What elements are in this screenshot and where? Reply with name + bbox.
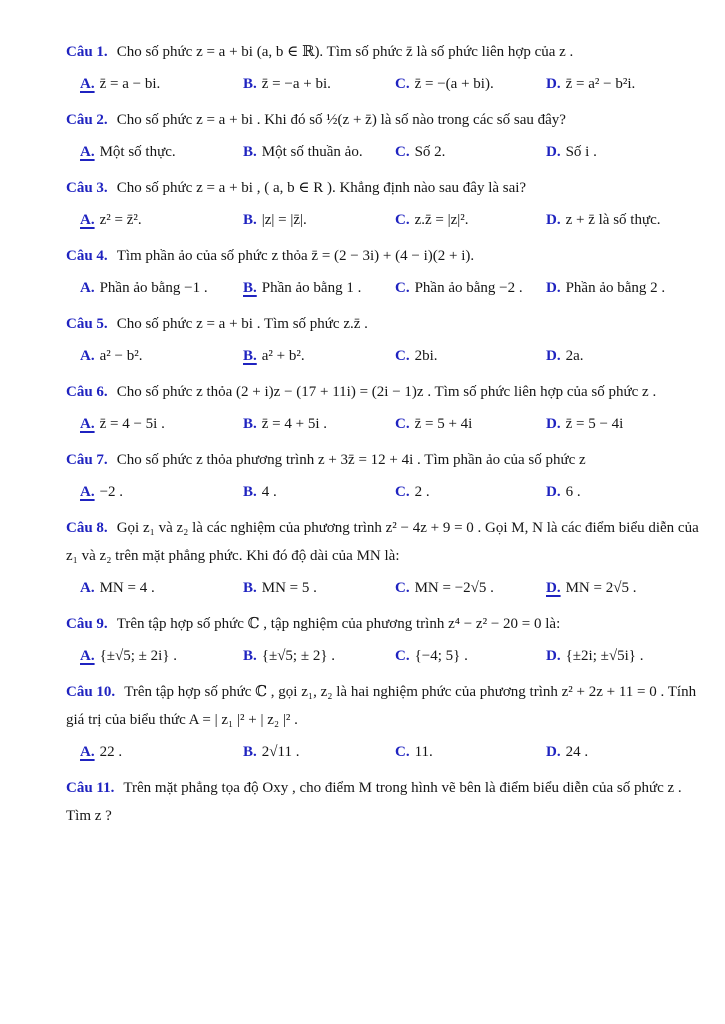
answer-letter: A. bbox=[80, 348, 95, 364]
question-paragraph bbox=[66, 38, 701, 66]
answer-letter: C. bbox=[395, 416, 410, 432]
answer-letter: D. bbox=[546, 648, 561, 664]
answer-text: z² = z̄². bbox=[99, 212, 142, 228]
answer-letter: A. bbox=[80, 144, 95, 160]
answer-cell bbox=[243, 137, 395, 167]
question-label: Câu 11. bbox=[66, 780, 115, 796]
question-block bbox=[66, 610, 701, 671]
answer-text: Phần ảo bằng −1 . bbox=[99, 280, 208, 296]
answer-letter: D. bbox=[546, 280, 561, 296]
question-text: Cho số phức z = a + bi (a, b ∈ ℝ). Tìm số phức z̄ là số phức liên hợp của z . bbox=[116, 44, 574, 60]
answer-text: |z| = |z̄|. bbox=[261, 212, 307, 228]
question-paragraph bbox=[66, 514, 701, 570]
answer-letter: C. bbox=[395, 144, 410, 160]
answer-cell bbox=[80, 205, 243, 235]
answer-letter: B. bbox=[243, 416, 257, 432]
answer-text: MN = 2√5 . bbox=[565, 580, 637, 596]
answer-letter: D. bbox=[546, 744, 561, 760]
question-text: Cho số phức z = a + bi . Tìm số phức z.z̄ . bbox=[116, 316, 368, 332]
question-text: Cho số phức z thỏa (2 + i)z − (17 + 11i) = (2i − 1)z . Tìm số phức liên hợp của số phức z . bbox=[116, 384, 657, 400]
answer-cell bbox=[546, 137, 701, 167]
question-label: Câu 8. bbox=[66, 520, 108, 536]
question-paragraph bbox=[66, 446, 701, 474]
answer-cell bbox=[80, 477, 243, 507]
answer-row bbox=[66, 137, 701, 167]
answer-text: 2√11 . bbox=[261, 744, 300, 760]
answer-letter: C. bbox=[395, 744, 410, 760]
question-block bbox=[66, 378, 701, 439]
answer-cell bbox=[546, 477, 701, 507]
question-text: Tìm phần ảo của số phức z thỏa z̄ = (2 − 3i) + (4 − i)(2 + i). bbox=[116, 248, 475, 264]
answer-text: 4 . bbox=[261, 484, 277, 500]
answer-row bbox=[66, 641, 701, 671]
answer-letter: A. bbox=[80, 416, 95, 432]
answer-text: z̄ = 5 + 4i bbox=[414, 416, 473, 432]
question-block bbox=[66, 38, 701, 99]
answer-letter: C. bbox=[395, 280, 410, 296]
answer-cell bbox=[546, 573, 701, 603]
answer-letter: D. bbox=[546, 416, 561, 432]
answer-text: 6 . bbox=[565, 484, 581, 500]
answer-letter: D. bbox=[546, 580, 561, 596]
answer-letter: B. bbox=[243, 484, 257, 500]
answer-text: z̄ = 4 + 5i . bbox=[261, 416, 328, 432]
question-block bbox=[66, 774, 701, 830]
answer-letter: A. bbox=[80, 484, 95, 500]
answer-text: MN = −2√5 . bbox=[414, 580, 494, 596]
answer-row bbox=[66, 409, 701, 439]
question-label: Câu 1. bbox=[66, 44, 108, 60]
answer-letter: A. bbox=[80, 580, 95, 596]
answer-text: Phần ảo bằng 1 . bbox=[261, 280, 362, 296]
answer-cell bbox=[243, 737, 395, 767]
question-label: Câu 3. bbox=[66, 180, 108, 196]
question-block bbox=[66, 106, 701, 167]
answer-letter: D. bbox=[546, 76, 561, 92]
answer-letter: C. bbox=[395, 580, 410, 596]
answer-cell bbox=[80, 737, 243, 767]
answer-text: 22 . bbox=[99, 744, 123, 760]
answer-cell bbox=[546, 205, 701, 235]
answer-cell bbox=[80, 409, 243, 439]
answer-cell bbox=[243, 341, 395, 371]
question-text: Cho số phức z = a + bi . Khi đó số ½(z + z̄) là số nào trong các số sau đây? bbox=[116, 112, 566, 128]
answer-text: Số i . bbox=[565, 144, 597, 160]
question-block bbox=[66, 310, 701, 371]
answer-row bbox=[66, 573, 701, 603]
answer-text: {±2i; ±√5i} . bbox=[565, 648, 644, 664]
answer-cell bbox=[80, 69, 243, 99]
answer-cell bbox=[395, 205, 546, 235]
answer-letter: D. bbox=[546, 144, 561, 160]
answer-cell bbox=[395, 641, 546, 671]
answer-text: z.z̄ = |z|². bbox=[414, 212, 469, 228]
question-text: Trên tập hợp số phức ℂ , gọi z₁, z₂ là hai nghiệm phức của phương trình z² + 2z + 11 = 0 . Tính giá trị của biểu thức A = | z₁ |² + | z₂ |² . bbox=[66, 684, 697, 728]
answer-cell bbox=[546, 409, 701, 439]
question-label: Câu 4. bbox=[66, 248, 108, 264]
answer-letter: B. bbox=[243, 580, 257, 596]
answer-letter: D. bbox=[546, 348, 561, 364]
answer-row bbox=[66, 341, 701, 371]
answer-letter: B. bbox=[243, 76, 257, 92]
question-paragraph bbox=[66, 678, 701, 734]
answer-cell bbox=[546, 641, 701, 671]
answer-letter: B. bbox=[243, 648, 257, 664]
question-paragraph bbox=[66, 242, 701, 270]
answer-letter: A. bbox=[80, 280, 95, 296]
answer-text: 24 . bbox=[565, 744, 589, 760]
answer-row bbox=[66, 205, 701, 235]
answer-cell bbox=[395, 477, 546, 507]
answer-text: Số 2. bbox=[414, 144, 446, 160]
answer-cell bbox=[80, 641, 243, 671]
answer-letter: C. bbox=[395, 648, 410, 664]
answer-text: z̄ = 5 − 4i bbox=[565, 416, 624, 432]
question-block bbox=[66, 678, 701, 767]
answer-cell bbox=[243, 273, 395, 303]
question-paragraph bbox=[66, 174, 701, 202]
answer-cell bbox=[546, 737, 701, 767]
answer-cell bbox=[546, 69, 701, 99]
answer-cell bbox=[243, 409, 395, 439]
answer-text: 2bi. bbox=[414, 348, 438, 364]
answer-text: z̄ = a² − b²i. bbox=[565, 76, 636, 92]
answer-cell bbox=[546, 341, 701, 371]
answer-cell bbox=[243, 69, 395, 99]
answer-text: z̄ = −(a + bi). bbox=[414, 76, 494, 92]
answer-text: {−4; 5} . bbox=[414, 648, 468, 664]
answer-text: {±√5; ± 2} . bbox=[261, 648, 336, 664]
answer-cell bbox=[395, 341, 546, 371]
answer-text: a² + b². bbox=[261, 348, 305, 364]
answer-letter: B. bbox=[243, 212, 257, 228]
answer-text: z̄ = 4 − 5i . bbox=[99, 416, 165, 432]
answer-letter: C. bbox=[395, 484, 410, 500]
answer-row bbox=[66, 477, 701, 507]
answer-cell bbox=[80, 137, 243, 167]
answer-text: Phần ảo bằng 2 . bbox=[565, 280, 666, 296]
answer-row bbox=[66, 69, 701, 99]
question-label: Câu 6. bbox=[66, 384, 108, 400]
answer-letter: B. bbox=[243, 280, 257, 296]
answer-text: z̄ = a − bi. bbox=[99, 76, 161, 92]
answer-text: z̄ = −a + bi. bbox=[261, 76, 331, 92]
question-paragraph bbox=[66, 106, 701, 134]
answer-text: 2a. bbox=[565, 348, 584, 364]
answer-letter: B. bbox=[243, 744, 257, 760]
answer-letter: B. bbox=[243, 348, 257, 364]
answer-cell bbox=[395, 737, 546, 767]
question-text: Trên mặt phẳng tọa độ Oxy , cho điểm M trong hình vẽ bên là điểm biểu diễn của số phức z . Tìm z ? bbox=[66, 780, 682, 824]
answer-letter: C. bbox=[395, 348, 410, 364]
answer-letter: A. bbox=[80, 212, 95, 228]
question-text: Cho số phức z = a + bi , ( a, b ∈ R ). Khẳng định nào sau đây là sai? bbox=[116, 180, 527, 196]
answer-letter: A. bbox=[80, 76, 95, 92]
answer-letter: B. bbox=[243, 144, 257, 160]
answer-cell bbox=[80, 341, 243, 371]
question-text: Trên tập hợp số phức ℂ , tập nghiệm của phương trình z⁴ − z² − 20 = 0 là: bbox=[116, 616, 561, 632]
answer-text: Một số thực. bbox=[99, 144, 176, 160]
answer-cell bbox=[243, 477, 395, 507]
answer-letter: C. bbox=[395, 212, 410, 228]
answer-cell bbox=[243, 205, 395, 235]
answer-letter: D. bbox=[546, 484, 561, 500]
answer-cell bbox=[243, 573, 395, 603]
question-label: Câu 9. bbox=[66, 616, 108, 632]
answer-letter: D. bbox=[546, 212, 561, 228]
answer-text: a² − b². bbox=[99, 348, 143, 364]
question-text: Cho số phức z thỏa phương trình z + 3z̄ = 12 + 4i . Tìm phần ảo của số phức z bbox=[116, 452, 586, 468]
answer-text: Phần ảo bằng −2 . bbox=[414, 280, 523, 296]
answer-text: Một số thuần ảo. bbox=[261, 144, 363, 160]
answer-text: −2 . bbox=[99, 484, 124, 500]
question-paragraph bbox=[66, 310, 701, 338]
question-text: Gọi z₁ và z₂ là các nghiệm của phương trình z² − 4z + 9 = 0 . Gọi M, N là các điểm biểu diễn của z₁ và z₂ trên mặt phẳng phức. Khi đó độ dài của MN là: bbox=[66, 520, 699, 564]
answer-cell bbox=[546, 273, 701, 303]
answer-letter: A. bbox=[80, 744, 95, 760]
answer-text: 2 . bbox=[414, 484, 430, 500]
answer-cell bbox=[395, 573, 546, 603]
question-block bbox=[66, 174, 701, 235]
question-block bbox=[66, 514, 701, 603]
answer-text: {±√5; ± 2i} . bbox=[99, 648, 178, 664]
question-label: Câu 10. bbox=[66, 684, 116, 700]
question-label: Câu 5. bbox=[66, 316, 108, 332]
answer-letter: A. bbox=[80, 648, 95, 664]
answer-text: 11. bbox=[414, 744, 433, 760]
question-paragraph bbox=[66, 774, 701, 830]
answer-row bbox=[66, 273, 701, 303]
answer-text: MN = 5 . bbox=[261, 580, 317, 596]
answer-cell bbox=[395, 137, 546, 167]
answer-cell bbox=[395, 69, 546, 99]
question-label: Câu 2. bbox=[66, 112, 108, 128]
question-label: Câu 7. bbox=[66, 452, 108, 468]
answer-cell bbox=[80, 573, 243, 603]
question-block bbox=[66, 242, 701, 303]
question-block bbox=[66, 446, 701, 507]
answer-text: z + z̄ là số thực. bbox=[565, 212, 661, 228]
question-paragraph bbox=[66, 378, 701, 406]
answer-row bbox=[66, 737, 701, 767]
answer-letter: C. bbox=[395, 76, 410, 92]
answer-cell bbox=[395, 273, 546, 303]
question-paragraph bbox=[66, 610, 701, 638]
answer-cell bbox=[80, 273, 243, 303]
answer-cell bbox=[395, 409, 546, 439]
answer-cell bbox=[243, 641, 395, 671]
answer-text: MN = 4 . bbox=[99, 580, 155, 596]
